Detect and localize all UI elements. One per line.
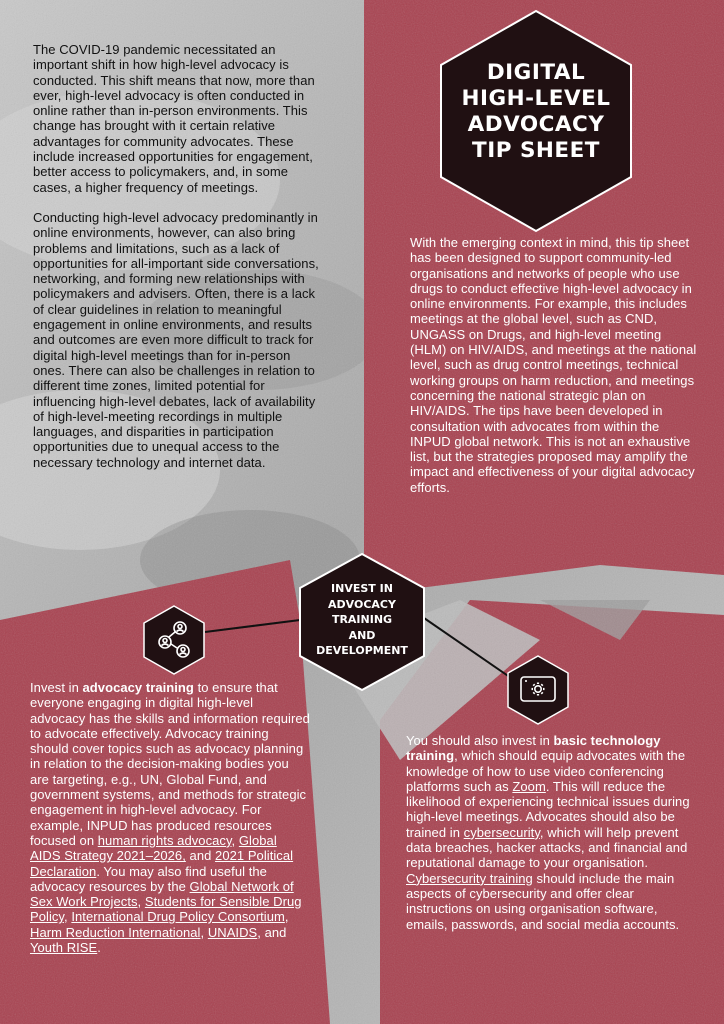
cybersecurity-link[interactable]: cybersecurity [463,824,540,840]
unaids-link[interactable]: UNAIDS [207,924,258,940]
cybersecurity-training-link[interactable]: Cybersecurity training [406,870,533,886]
advocacy-text-9: , [200,924,208,940]
section-title-line-5: DEVELOPMENT [316,644,408,657]
section-title-line-4: AND [348,628,376,642]
advocacy-training-emphasis: advocacy training [82,680,194,695]
title-line-2: HIGH-LEVEL [461,86,611,111]
tech-text-5: should include the main aspects of cybersecurity and offer clear instructions on using organisation software, emails, passwords, and social media accounts. [406,870,680,932]
advocacy-text-8: , [284,909,289,925]
advocacy-text-5: . You may also find useful the advocacy resources by the [30,863,267,894]
intro-paragraph-1: The COVID-19 pandemic necessitated an important shift in how high-level advocacy is conducted. This shift means that now, more than ever, high-level advocacy is often conducted in online rather than in-person environments. This change has brought with it certain relative advantages for community advocates. These include increased opportunities for engagement, better access to policymakers, and, in some cases, a higher frequency of meetings. [33,42,315,195]
people-network-icon [142,604,206,676]
section-title-line-1: INVEST IN [331,582,393,595]
advocacy-training-text [30,680,310,955]
title-line-3: ADVOCACY [467,112,605,137]
advocacy-text-7: , [64,909,72,925]
hri-link[interactable]: Harm Reduction International [30,924,201,940]
advocacy-text-4: and [185,848,216,864]
advocacy-paragraph [30,680,310,955]
section-title-line-3: TRAINING [331,613,393,626]
global-aids-strategy-link[interactable]: Global AIDS Strategy 2021–2026, [30,832,277,864]
tech-text-3: . This will reduce the likelihood of experiencing technical issues during high-level meetings. Advocates should also be trained in [406,778,690,840]
tech-text-1: You should also invest in [406,733,554,748]
advocacy-text-1: Invest in [30,680,83,695]
monitor-gear-icon [506,654,570,726]
advocacy-text-3: , [231,832,239,848]
technology-training-emphasis: basic technology training [406,733,661,764]
gnswp-link[interactable]: Global Network of Sex Work Projects [30,878,294,910]
section-title-line-2: ADVOCACY [328,597,396,611]
human-rights-advocacy-link[interactable]: human rights advocacy [97,832,232,848]
section-title [304,581,420,659]
title-line-1: DIGITAL [486,60,586,85]
technology-training-text [406,733,696,932]
idpc-link[interactable]: International Drug Policy Consortium [71,909,285,925]
political-declaration-link[interactable]: 2021 Political Declaration [30,848,294,879]
zoom-link[interactable]: Zoom [512,778,546,794]
ssdp-link[interactable]: Students for Sensible Drug Policy [30,894,302,925]
tech-paragraph [406,733,696,932]
youth-rise-link[interactable]: Youth RISE [30,940,98,956]
tech-text-2: , which should equip advocates with the knowledge of how to use video conferencing platforms such as [406,748,686,794]
advocacy-text-2: to ensure that everyone engaging in digital high-level advocacy has the skills and information required to advocate effectively. Advocacy training should cover topics such as advocacy planning in relation to the decision-making bodies you are targeting, e.g., UN, Global Fund, and government systems, and methods for strategic engagement in high-level advocacy. For example, INPUD has produced resources focused on [30,680,310,848]
intro-paragraph-2: Conducting high-level advocacy predominantly in online environments, however, can also bring problems and limitations, such as a lack of opportunities for all-important side conversations, networking, and forming new relationships with policymakers and advisers. Often, there is a lack of clear guidelines in relation to meaningful engagement in online environments, and results and outcomes are even more difficult to track for digital high-level meetings than for in-person ones. There can also be challenges in relation to different time zones, limited potential for influencing high-level debates, lack of availability of high-level-meeting recordings in multiple languages, and disparities in participation opportunities due to unequal access to the necessary technology and internet data. [33,209,319,470]
advocacy-text-11: . [97,940,101,956]
tech-text-4: , which will help prevent data breaches, hacker attacks, and financial and reputational damage to your organisation. [406,824,688,871]
advocacy-text-6: , [137,894,145,910]
title-line-4: TIP SHEET [472,138,600,163]
advocacy-text-10: , and [257,924,287,940]
context-paragraph: With the emerging context in mind, this tip sheet has been designed to support community-led organisations and networks of people who use drugs to conduct effective high-level advocacy in online environments. For example, this includes meetings at the global level, such as CND, UNGASS on Drugs, and high-level meeting (HLM) on HIV/AIDS, and meetings at the national level, such as drug control meetings, technical working groups on harm reduction, and meetings concerning the national strategic plan on HIV/AIDS. The tips have been developed in consultation with advocates from within the INPUD global network. This is not an exhaustive list, but the strategies proposed may amplify the impact and effectiveness of your digital advocacy efforts. [410,235,697,495]
